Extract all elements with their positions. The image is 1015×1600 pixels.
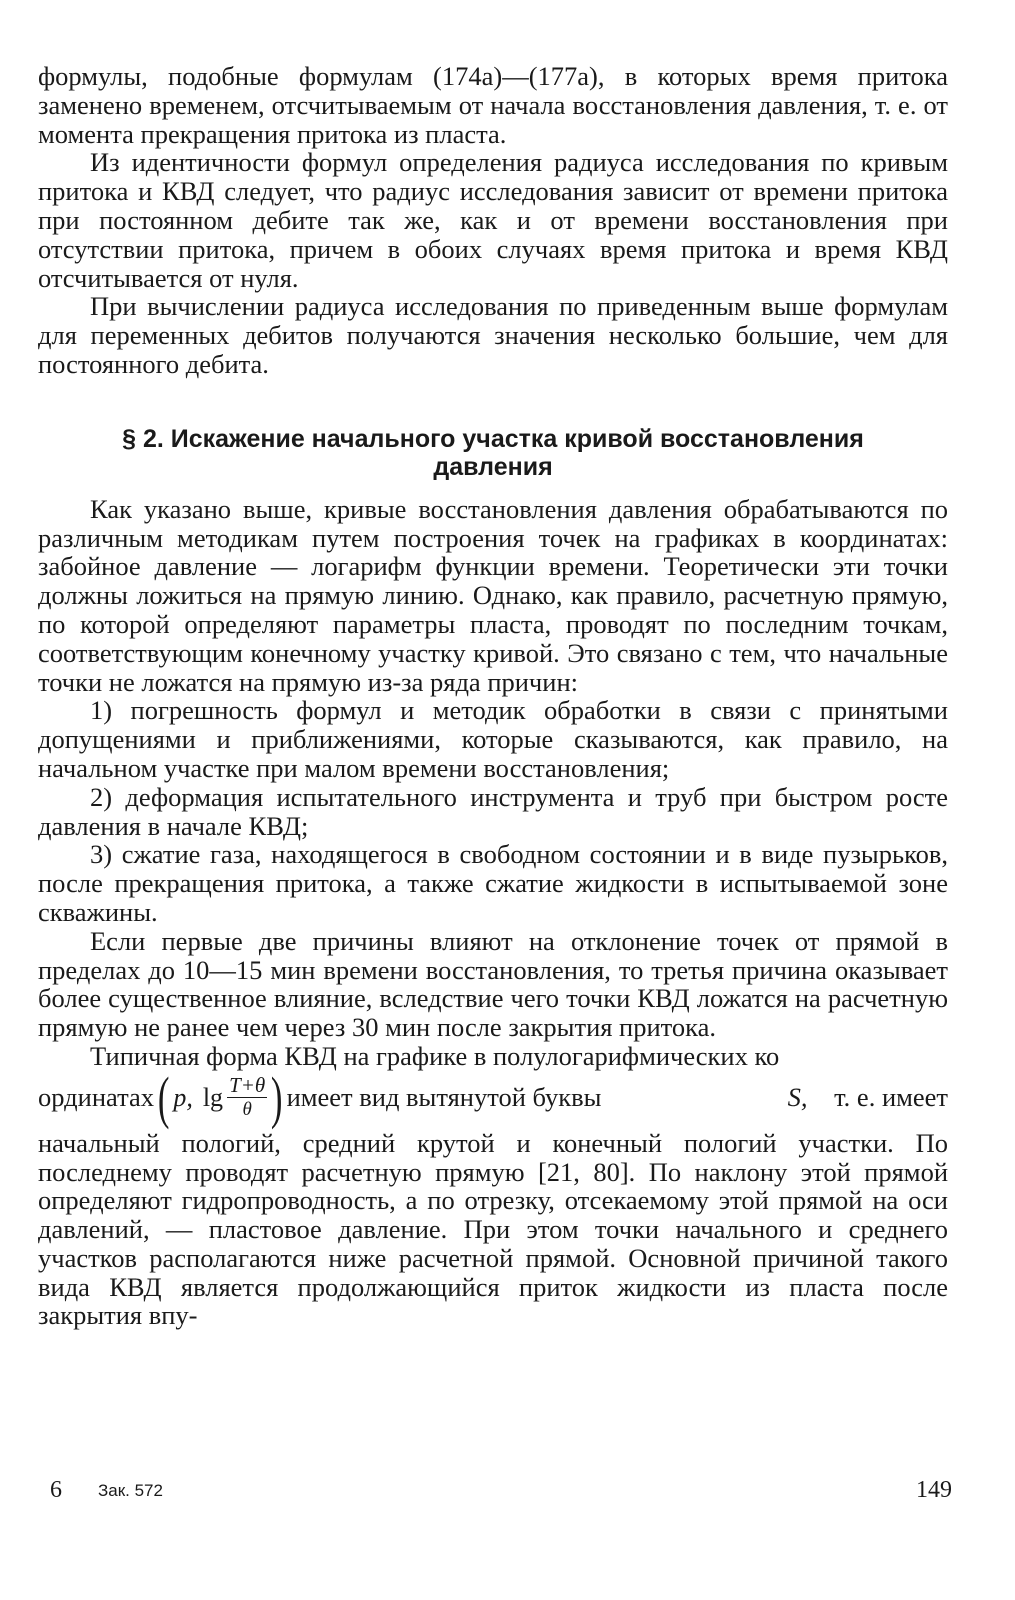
- list-item-2: 2) деформация испытательного инструмента и труб при быстром росте давления в начале КВД;: [38, 781, 948, 841]
- page-number: 149: [916, 1477, 952, 1503]
- page-body: [38, 62, 948, 1330]
- fraction-numerator: T+θ: [229, 1073, 266, 1098]
- letter-s: S,: [787, 1082, 808, 1113]
- paragraph-typical-form-intro: Типичная форма КВД на графике в полулогарифмических ко: [90, 1040, 780, 1071]
- formula-fraction: [227, 1073, 267, 1122]
- paragraph-reasons: Если первые две причины влияют на отклонение точек от прямой в пределах до 10—15 мин времени восстановления, то третья причина оказывает более существенное влияние, вследствие чего точки КВД ложатся на расчетную прямую не ранее чем через 30 мин после закрытия притока.: [38, 925, 948, 1043]
- paragraph-intro: Как указано выше, кривые восстановления давления обрабатываются по различным методикам путем построения точек на графиках в координатах: забойное давление — логарифм функции времени. Теоретически эти точки должны ложиться на прямую линию. Однако, как правило, расчетную прямую, по которой определяют параметры пласта, проводят по последним точкам, соответствующим конечному участку кривой. Это связано с тем, что начальные точки не ложатся на прямую из-за ряда причин:: [38, 493, 948, 697]
- signature-number: 6: [50, 1477, 62, 1503]
- right-paren: ): [271, 1064, 283, 1130]
- section-heading: § 2. Искажение начального участка кривой восстановления давления: [122, 424, 864, 481]
- tail-text: т. е. имеет: [834, 1082, 948, 1113]
- list-item-3: 3) сжатие газа, находящегося в свободном состоянии и в виде пузырьков, после прекращения притока, а также сжатие жидкости в испытываемой зоне скважины.: [38, 839, 948, 927]
- after-formula-text: имеет вид вытянутой буквы: [286, 1082, 602, 1113]
- formula: [154, 1064, 287, 1130]
- left-paren: (: [157, 1064, 170, 1130]
- paragraph-identity: Из идентичности формул определения радиуса исследования по кривым притока и КВД следует, что радиус исследования зависит от времени притока при постоянном дебите так же, как и от времени восстановления при отсутствии притока, причем в обоих случаях время притока и время КВД отсчитывается от нуля.: [38, 147, 948, 293]
- page-footer: [50, 1477, 952, 1507]
- paragraph-typical-form-continuation: начальный пологий, средний крутой и конечный пологий участки. По последнему проводят расчетную прямую [21, 80]. По наклону этой прямой определяют гидропроводность, а по отрезку, отсекаемому этой прямой на оси давлений, — пластовое давление. При этом точки начального и среднего участков располагаются ниже расчетной прямой. Основной причиной такого вида КВД является продолжающийся приток жидкости из пласта после закрытия впу-: [38, 1127, 948, 1331]
- paragraph-continuation: формулы, подобные формулам (174а)—(177а), в которых время притока заменено временем, отсчитываемым от начала восстановления давления, т. е. от момента прекращения притока из пласта.: [38, 61, 948, 149]
- formula-lg: lg: [202, 1082, 224, 1112]
- formula-p: p,: [173, 1082, 193, 1112]
- list-item-1: 1) погрешность формул и методик обработки в связи с принятыми допущениями и приближениями, которые сказываются, как правило, на начальном участке при малом времени восстановления;: [38, 695, 948, 783]
- fraction-denominator: θ: [242, 1099, 252, 1121]
- signature-text: Зак. 572: [98, 1481, 163, 1500]
- coords-label: ординатах: [38, 1082, 154, 1113]
- paragraph-variable-rates: При вычислении радиуса исследования по приведенным выше формулам для переменных дебитов получаются значения несколько большие, чем для постоянного дебита.: [38, 291, 948, 379]
- formula-line: [38, 1064, 948, 1130]
